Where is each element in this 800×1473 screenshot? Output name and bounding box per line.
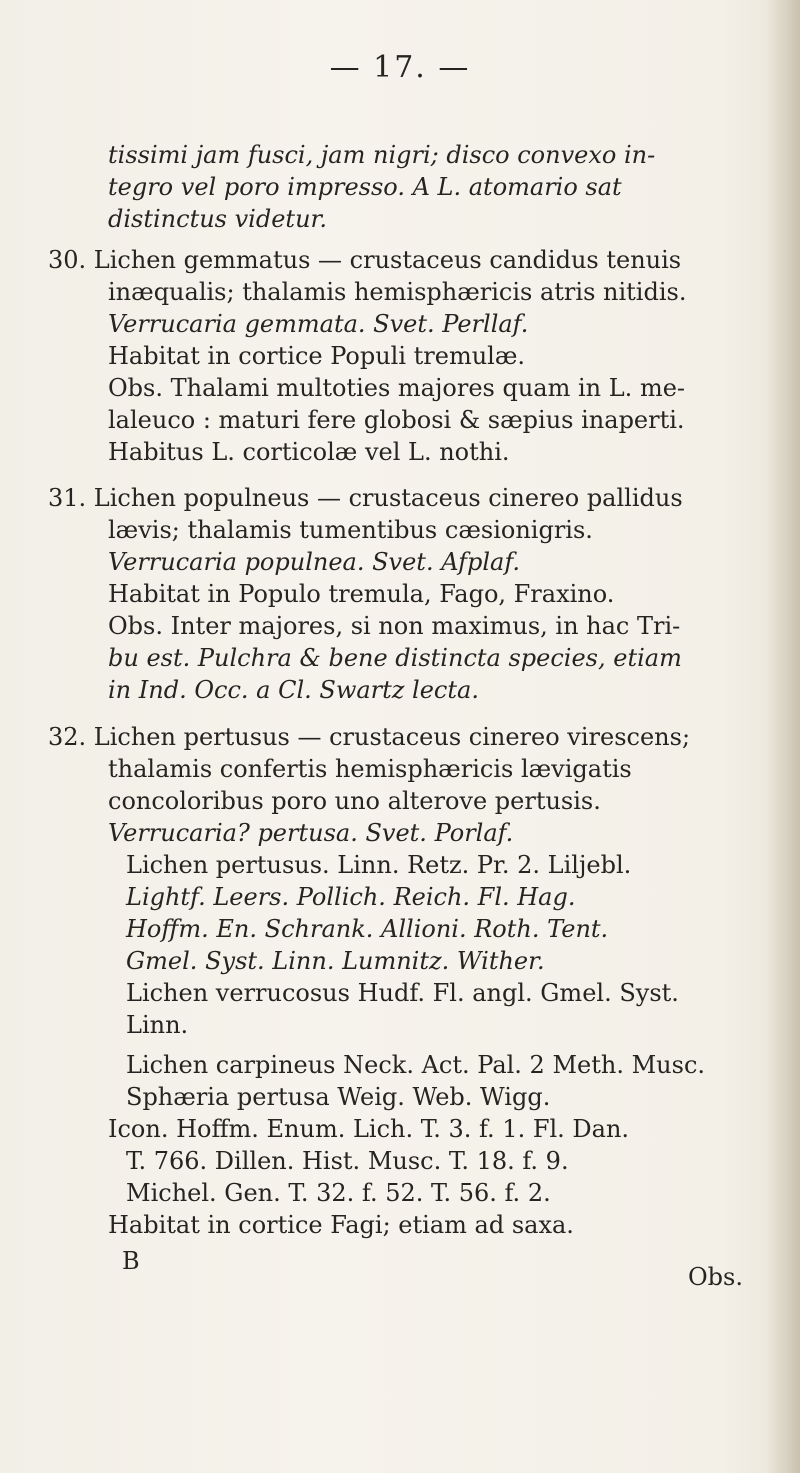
text-line: tissimi jam fusci, jam nigri; disco convexo in-: [108, 141, 656, 169]
text-line: laleuco : maturi fere globosi & sæpius inaperti.: [108, 406, 685, 434]
text-line: Hoffm. En. Schrank. Allioni. Roth. Tent.: [126, 915, 609, 943]
text-line: concoloribus poro uno alterove pertusis.: [108, 787, 601, 815]
text-line: Habitat in cortice Populi tremulæ.: [108, 342, 526, 370]
text-line: Lightf. Leers. Pollich. Reich. Fl. Hag.: [126, 883, 576, 911]
text-line: bu est. Pulchra & bene distincta species, etiam: [108, 644, 682, 672]
text-line: Lichen carpineus Neck. Act. Pal. 2 Meth. Musc.: [126, 1051, 706, 1079]
text-line: tegro vel poro impresso. A L. atomario sat: [108, 173, 622, 201]
catchword: Obs.: [688, 1263, 743, 1291]
signature-mark: B: [122, 1247, 140, 1275]
text-line: Habitus L. corticolæ vel L. nothi.: [108, 438, 510, 466]
entry-heading-32: 32. Lichen pertusus — crustaceus cinereo virescens;: [48, 723, 691, 751]
entry-heading-31: 31. Lichen populneus — crustaceus cinereo pallidus: [48, 484, 683, 512]
text-line: Michel. Gen. T. 32. f. 52. T. 56. f. 2.: [126, 1179, 551, 1207]
page-number: — 17. —: [329, 50, 471, 85]
text-line: T. 766. Dillen. Hist. Musc. T. 18. f. 9.: [126, 1147, 569, 1175]
text-line: Verrucaria? pertusa. Svet. Porlaf.: [108, 819, 514, 847]
text-line: thalamis confertis hemisphæricis lævigatis: [108, 755, 632, 783]
text-line: Verrucaria gemmata. Svet. Perllaf.: [108, 310, 529, 338]
text-line: Sphæria pertusa Weig. Web. Wigg.: [126, 1083, 551, 1111]
text-line: Verrucaria populnea. Svet. Afplaf.: [108, 548, 521, 576]
text-line: inæqualis; thalamis hemisphæricis atris nitidis.: [108, 278, 687, 306]
text-line: Linn.: [126, 1011, 189, 1039]
text-line: Lichen pertusus. Linn. Retz. Pr. 2. Liljebl.: [126, 851, 632, 879]
text-line: Lichen verrucosus Hudf. Fl. angl. Gmel. Syst.: [126, 979, 679, 1007]
page-edge-shadow: [766, 0, 800, 1473]
text-line: Habitat in cortice Fagi; etiam ad saxa.: [108, 1211, 574, 1239]
text-line: distinctus videtur.: [108, 205, 327, 233]
text-line: Obs. Thalami multoties majores quam in L. me-: [108, 374, 686, 402]
text-line: Obs. Inter majores, si non maximus, in hac Tri-: [108, 612, 681, 640]
text-line: Icon. Hoffm. Enum. Lich. T. 3. f. 1. Fl. Dan.: [108, 1115, 630, 1143]
text-line: in Ind. Occ. a Cl. Swartz lecta.: [108, 676, 479, 704]
text-line: Gmel. Syst. Linn. Lumnitz. Wither.: [126, 947, 545, 975]
text-line: lævis; thalamis tumentibus cæsionigris.: [108, 516, 593, 544]
entry-heading-30: 30. Lichen gemmatus — crustaceus candidus tenuis: [48, 246, 682, 274]
text-line: Habitat in Populo tremula, Fago, Fraxino.: [108, 580, 615, 608]
